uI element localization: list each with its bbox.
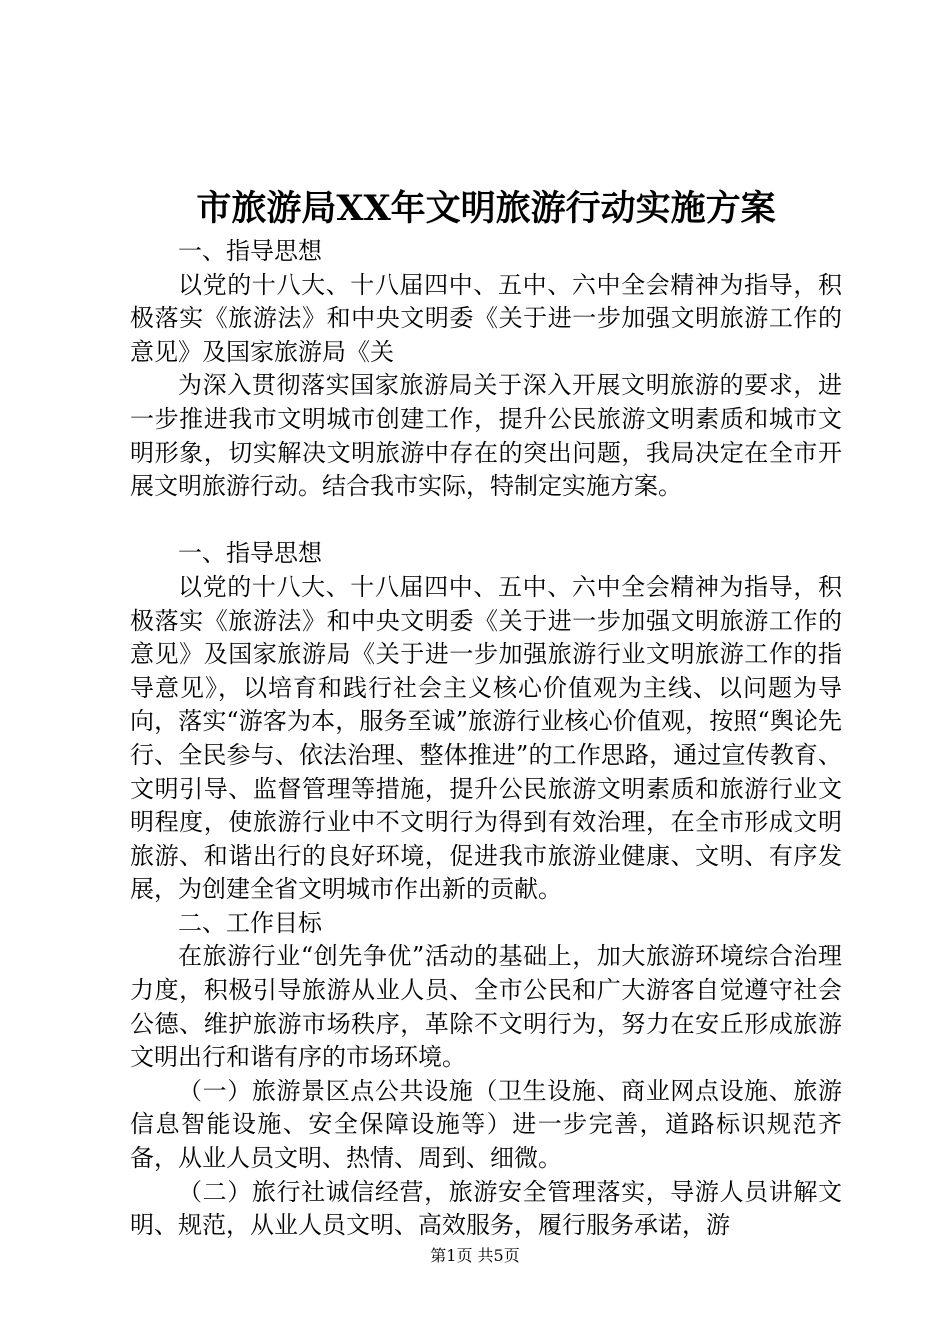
paragraph: （一）旅游景区点公共设施（卫生设施、商业网点设施、旅游信息智能设施、安全保障设施等）进一步完善，道路标识规范齐备，从业人员文明、热情、周到、细微。 xyxy=(130,1076,842,1173)
section-heading: 一、指导思想 xyxy=(178,539,322,568)
paragraph: 在旅游行业“创先争优”活动的基础上，加大旅游环境综合治理力度，积极引导旅游从业人员、全市公民和广大游客自觉遵守社会公德、维护旅游市场秩序，革除不文明行为，努力在安丘形成旅游文明出行和谐有序的市场环境。 xyxy=(130,942,842,1072)
paragraph: 以党的十八大、十八届四中、五中、六中全会精神为指导，积极落实《旅游法》和中央文明委《关于进一步加强文明旅游工作的意见》及国家旅游局《关于进一步加强旅游行业文明旅游工作的指导意见》，以培育和践行社会主义核心价值观为主线、以问题为导向，落实“游客为本，服务至诚”旅游行业核心价值观，按照“舆论先行、全民参与、依法治理、整体推进”的工作思路，通过宣传教育、文明引导、监督管理等措施，提升公民旅游文明素质和旅游行业文明程度，使旅游行业中不文明行为得到有效治理，在全市形成文明旅游、和谐出行的良好环境，促进我市旅游业健康、文明、有序发展，为创建全省文明城市作出新的贡献。 xyxy=(130,572,842,904)
document-title: 市旅游局XX年文明旅游行动实施方案 xyxy=(196,188,776,229)
section-heading: 一、指导思想 xyxy=(178,237,322,265)
paragraph: 为深入贯彻落实国家旅游局关于深入开展文明旅游的要求，进一步推进我市文明城市创建工作，提升公民旅游文明素质和城市文明形象，切实解决文明旅游中存在的突出问题，我局决定在全市开展文明旅游行动。结合我市实际，特制定实施方案。 xyxy=(130,371,842,501)
paragraph: （二）旅行社诚信经营，旅游安全管理落实，导游人员讲解文明、规范，从业人员文明、高效服务，履行服务承诺，游 xyxy=(130,1177,842,1240)
page-number: 第1页 共5页 xyxy=(430,1246,520,1265)
paragraph: 以党的十八大、十八届四中、五中、六中全会精神为指导，积极落实《旅游法》和中央文明委《关于进一步加强文明旅游工作的意见》及国家旅游局《关 xyxy=(130,270,842,366)
section-heading: 二、工作目标 xyxy=(178,908,322,937)
document-body xyxy=(130,235,842,1243)
